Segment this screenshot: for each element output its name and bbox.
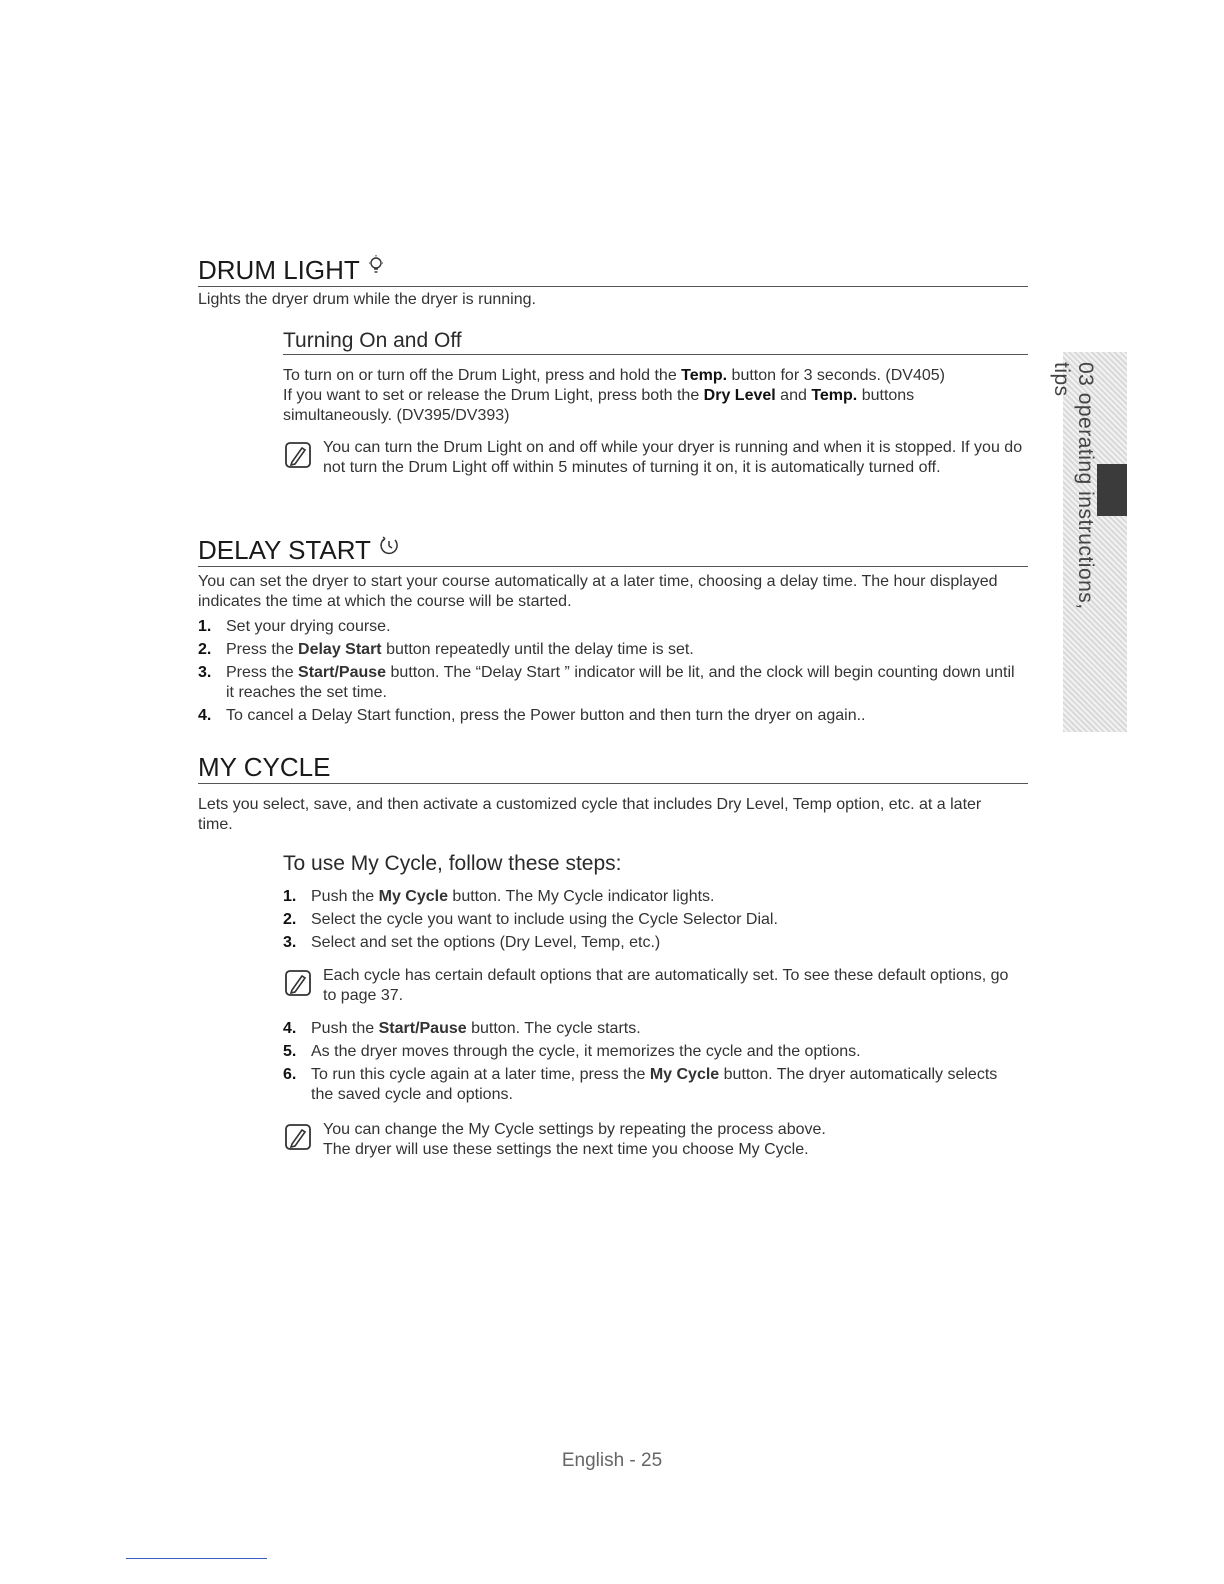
my-cycle-steps-first: [283, 887, 1023, 956]
step-button-name: My Cycle: [378, 888, 448, 905]
drum-light-instructions: [283, 366, 1023, 426]
step-number: 4.: [283, 1020, 297, 1037]
step-number: 1.: [283, 888, 297, 905]
note-icon: [283, 440, 313, 470]
step-text: As the dryer moves through the cycle, it memorizes the cycle and the options.: [311, 1043, 861, 1060]
page-number: English - 25: [561, 1450, 663, 1471]
step-text: Push the: [311, 1020, 379, 1037]
turning-on-off-heading: Turning On and Off: [283, 328, 1028, 355]
step-text: Select the cycle you want to include using the Cycle Selector Dial.: [311, 911, 778, 928]
step-text: Press the: [226, 664, 299, 681]
my-cycle-default-note: [283, 966, 1023, 1006]
step-text-rest: button. The “Delay Start ” indicator will be lit, and the clock will begin counting down until it reaches the set time.: [226, 664, 1015, 701]
delay-start-title: DELAY START: [198, 535, 371, 565]
step-text-rest: button. The cycle starts.: [466, 1020, 641, 1037]
drum-light-note: [283, 438, 1023, 478]
list-item: [283, 1042, 1023, 1062]
step-button-name: My Cycle: [649, 1066, 720, 1083]
drum-light-heading: [198, 252, 1028, 287]
list-item: [198, 617, 1018, 637]
step-button-name: Start/Pause: [298, 664, 387, 681]
my-cycle-intro: Lets you select, save, and then activate a customized cycle that includes Dry Level, Temp option, etc. at a later time.: [198, 796, 982, 833]
step-text: To run this cycle again at a later time, press the: [311, 1066, 650, 1083]
step-number: 4.: [198, 707, 212, 724]
clock-icon: [379, 532, 399, 562]
step-button-name: Start/Pause: [378, 1020, 467, 1037]
drum-light-line-2: If you want to set or release the Drum Light, press both the Dry Level and Temp. buttons simultaneously. (DV395/DV393): [283, 387, 915, 424]
bulb-icon: [368, 252, 384, 282]
drum-light-intro: Lights the dryer drum while the dryer is running.: [198, 291, 536, 308]
my-cycle-default-note-text: Each cycle has certain default options that are automatically set. To see these default options, go to page 37.: [323, 967, 1009, 1004]
my-cycle-settings-note-text: [323, 1120, 1023, 1160]
step-number: 2.: [198, 641, 212, 658]
step-text-rest: button. The dryer automatically selects the saved cycle and options.: [311, 1066, 998, 1103]
step-button-name: Delay Start: [298, 641, 382, 658]
chapter-side-tab: [1050, 352, 1127, 732]
note-icon: [283, 1122, 313, 1152]
step-number: 1.: [198, 618, 212, 635]
my-cycle-steps-heading: To use My Cycle, follow these steps:: [283, 852, 622, 875]
list-item: [283, 1019, 1023, 1039]
step-text: Push the: [311, 888, 379, 905]
step-number: 6.: [283, 1066, 297, 1083]
note-line-1: You can change the My Cycle settings by repeating the process above.: [323, 1121, 826, 1138]
drum-light-line-1: To turn on or turn off the Drum Light, press and hold the Temp. button for 3 seconds. (DV405): [283, 367, 945, 384]
chapter-tab-marker: [1097, 464, 1127, 516]
delay-start-steps: [198, 617, 1018, 729]
step-number: 3.: [283, 934, 297, 951]
step-text: Set your drying course.: [226, 618, 391, 635]
step-text: Select and set the options (Dry Level, Temp, etc.): [311, 934, 661, 951]
my-cycle-steps-second: [283, 1019, 1023, 1108]
footer-rule: [126, 1558, 267, 1559]
step-number: 5.: [283, 1043, 297, 1060]
step-text: Press the: [226, 641, 299, 658]
step-text-rest: button. The My Cycle indicator lights.: [447, 888, 715, 905]
note-line-2: The dryer will use these settings the next time you choose My Cycle.: [323, 1141, 809, 1158]
my-cycle-title: MY CYCLE: [198, 752, 331, 782]
list-item: [283, 933, 1023, 953]
delay-start-intro: You can set the dryer to start your course automatically at a later time, choosing a delay time. The hour displayed indicates the time at which the course will be started.: [198, 573, 998, 610]
drum-light-note-text: You can turn the Drum Light on and off while your dryer is running and when it is stopped. If you do not turn the Drum Light off within 5 minutes of turning it on, it is automatically turned off.: [323, 439, 1023, 476]
delay-start-heading: [198, 532, 1028, 567]
my-cycle-heading: [198, 752, 1028, 784]
note-icon: [283, 968, 313, 998]
chapter-tab-label: 03 operating instructions, tips: [1050, 362, 1097, 610]
step-text: To cancel a Delay Start function, press the Power button and then turn the dryer on again..: [226, 707, 866, 724]
list-item: [198, 663, 1018, 703]
list-item: [283, 1065, 1023, 1105]
list-item: [198, 706, 1018, 726]
list-item: [283, 910, 1023, 930]
list-item: [283, 887, 1023, 907]
drum-light-title: DRUM LIGHT: [198, 255, 360, 285]
list-item: [198, 640, 1018, 660]
my-cycle-settings-note: [283, 1120, 1023, 1160]
step-text-rest: button repeatedly until the delay time is set.: [381, 641, 694, 658]
step-number: 2.: [283, 911, 297, 928]
step-number: 3.: [198, 664, 212, 681]
